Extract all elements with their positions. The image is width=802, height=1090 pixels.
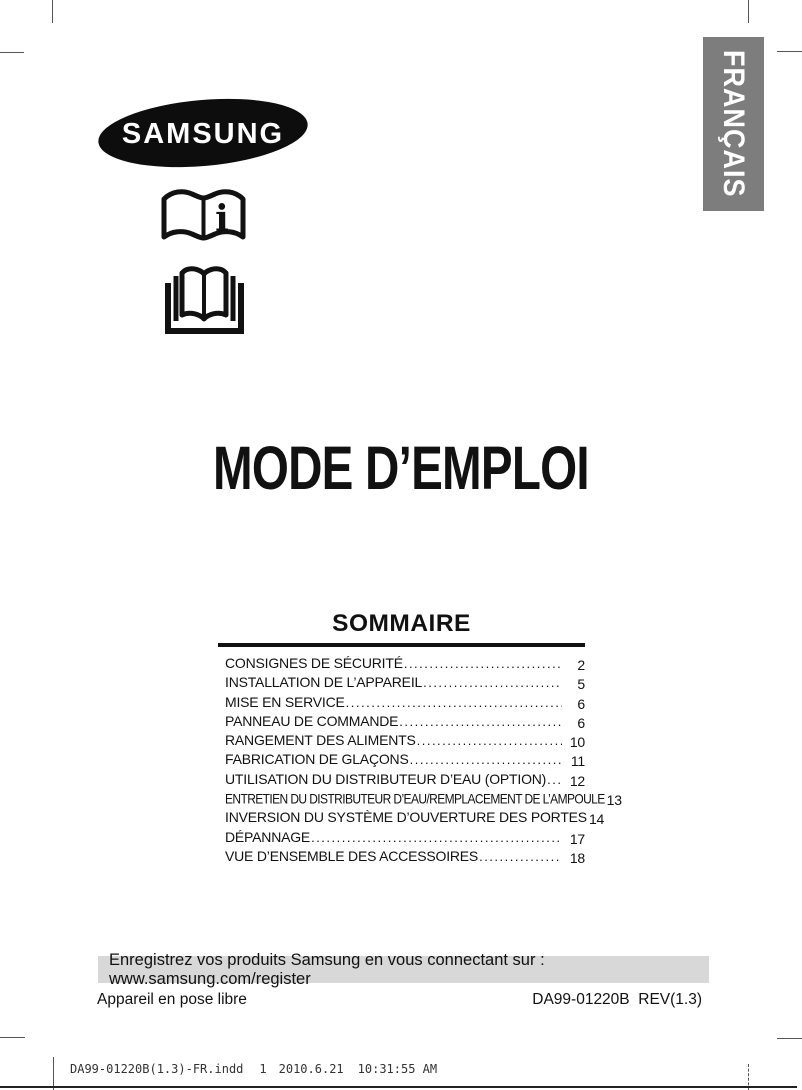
toc-entry <box>225 808 605 828</box>
toc-leader-dots <box>547 770 562 789</box>
register-banner <box>98 950 709 988</box>
toc-entry-page-number: 14 <box>588 811 605 828</box>
crop-mark-bottom-right-h <box>777 1038 802 1039</box>
svg-text:i: i <box>215 198 229 240</box>
toc-entry <box>225 712 585 731</box>
toc-entry <box>225 750 585 769</box>
slug-filename: DA99-01220B(1.3)-FR.indd <box>70 1062 244 1076</box>
crop-mark-top-right-v <box>748 0 749 23</box>
crop-mark-top-left-v <box>52 0 53 23</box>
toc-leader-dots <box>404 654 562 673</box>
toc-entry <box>225 828 585 847</box>
toc-entry <box>225 731 585 750</box>
toc-leader-dots <box>417 731 562 750</box>
toc-list <box>218 654 622 866</box>
toc-entry <box>225 693 585 712</box>
toc-leader-dots <box>346 693 562 712</box>
toc-entry-page-number: 6 <box>577 714 585 731</box>
slug-page-number: 1 <box>259 1062 267 1076</box>
toc-entry <box>225 673 585 692</box>
toc-entry-page-number: 18 <box>569 849 585 866</box>
toc-entry-page-number: 17 <box>569 830 585 847</box>
toc-leader-dots <box>311 828 562 847</box>
toc-leader-dots <box>399 712 562 731</box>
slug-date: 2010.6.21 <box>278 1062 344 1076</box>
toc-entry-label: ENTRETIEN DU DISTRIBUTEUR D’EAU/REMPLACEMENT DE L’AMPOULE <box>225 790 605 808</box>
page-title: MODE D’EMPLOI <box>213 434 589 502</box>
toc-entry-label: CONSIGNES DE SÉCURITÉ <box>225 655 403 671</box>
toc-entry-label: MISE EN SERVICE <box>225 693 345 710</box>
open-book-info-icon <box>159 186 248 252</box>
samsung-logo-wordmark: SAMSUNG <box>121 117 285 150</box>
toc-heading: SOMMAIRE <box>218 610 585 647</box>
toc-entry-page-number: 2 <box>577 657 585 673</box>
toc-leader-dots <box>423 673 562 692</box>
toc-entry-label: INSTALLATION DE L’APPAREIL <box>225 674 423 691</box>
toc-entry-label: PANNEAU DE COMMANDE <box>225 712 399 729</box>
register-banner-text: Enregistrez vos produits Samsung en vous connectant sur : www.samsung.com/register <box>109 950 545 988</box>
crop-mark-top-right-h <box>777 51 802 52</box>
bottom-rule-line <box>0 1086 797 1088</box>
open-book-icon <box>162 263 247 336</box>
toc-entry <box>225 654 585 673</box>
toc-entry-label: INVERSION DU SYSTÈME D’OUVERTURE DES PORTES <box>225 809 587 826</box>
toc-entry-label: FABRICATION DE GLAÇONS <box>225 751 409 768</box>
toc-entry-label: DÉPANNAGE <box>225 828 311 845</box>
language-tab-label: FRANÇAIS <box>717 50 751 198</box>
toc-entry-page-number: 6 <box>577 695 585 712</box>
toc-entry-page-number: 5 <box>577 676 585 693</box>
footer-document-code: DA99-01220B REV(1.3) <box>532 991 702 1008</box>
crop-mark-bottom-left-h <box>0 1037 25 1038</box>
toc-entry-label: UTILISATION DU DISTRIBUTEUR D’EAU (OPTION) <box>225 770 547 787</box>
toc-entry <box>225 847 585 866</box>
toc-leader-dots <box>410 750 562 769</box>
toc-entry-page-number: 11 <box>570 753 585 770</box>
toc-entry <box>225 770 585 789</box>
samsung-logo <box>98 100 308 170</box>
toc-leader-dots <box>479 847 562 866</box>
toc-entry-page-number: 12 <box>569 772 585 789</box>
language-tab <box>703 37 764 211</box>
toc-entry-label: RANGEMENT DES ALIMENTS <box>225 732 416 749</box>
slug-time: 10:31:55 AM <box>357 1062 438 1076</box>
toc-entry-label: VUE D’ENSEMBLE DES ACCESSOIRES <box>225 847 479 864</box>
toc-entry-page-number: 10 <box>569 734 585 751</box>
print-slug-line <box>70 1062 437 1076</box>
table-of-contents <box>218 610 622 866</box>
crop-mark-top-left-h <box>0 52 24 53</box>
footer-product-type: Appareil en pose libre <box>97 991 247 1008</box>
toc-entry <box>225 789 622 809</box>
toc-entry-page-number: 13 <box>606 792 622 809</box>
